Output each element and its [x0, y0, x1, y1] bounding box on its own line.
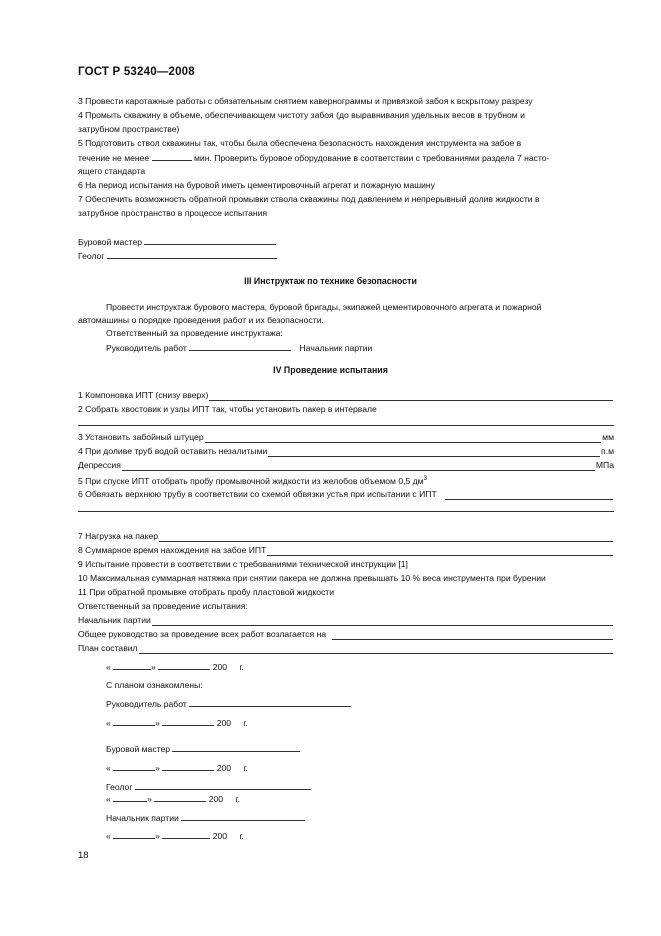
- drilling-master-blank[interactable]: [144, 236, 276, 245]
- party-chief-label: Начальник партии: [299, 343, 373, 353]
- item-6-label: 6 Обвязать верхнюю трубу в соответствии со схемой обвязки устья при испытании с ИПТ: [78, 489, 437, 499]
- work-leader-signoff-blank[interactable]: [189, 698, 351, 707]
- general-management-blank[interactable]: [332, 631, 613, 640]
- party-chief-signoff: [106, 812, 305, 824]
- plan-author: [78, 643, 614, 654]
- quote-close: »: [155, 763, 160, 773]
- date-month-blank-5[interactable]: [162, 830, 210, 839]
- geologist-label: Геолог: [78, 251, 105, 261]
- date-year: 200: [216, 718, 232, 728]
- drilling-master-signoff-label: Буровой мастер: [106, 744, 171, 754]
- quote-close: »: [151, 662, 156, 672]
- item-5-label: 5 При спуске ИПТ отобрать пробу промывочной жидкости из желобов объемом 0,5 дм: [78, 475, 424, 486]
- item-5-text-a: течение не менее: [78, 153, 150, 163]
- quote-open: «: [106, 794, 111, 804]
- item-4-blank[interactable]: [268, 448, 600, 457]
- item-1-layout: [78, 390, 614, 401]
- section-3-signatures: [106, 342, 372, 354]
- depression-label: Депрессия: [78, 460, 121, 470]
- date-month-blank-4[interactable]: [154, 793, 206, 802]
- depression-blank[interactable]: [122, 462, 595, 471]
- geologist-blank[interactable]: [107, 250, 277, 259]
- date-suffix: г.: [235, 794, 240, 804]
- item-6-blank-line[interactable]: [78, 511, 614, 512]
- party-chief-signoff-label: Начальник партии: [106, 813, 179, 823]
- item-8-blank[interactable]: [267, 547, 613, 556]
- item-5-text-b: мин. Проверить буровое оборудование в соответствии с требованиями раздела 7 насто-: [194, 153, 550, 163]
- item-6-tie: [78, 489, 614, 500]
- item-1-label: 1 Компоновка ИПТ (снизу вверх): [78, 390, 209, 400]
- date-line-5: [106, 830, 244, 842]
- quote-close: »: [155, 718, 160, 728]
- item-10-tension: 10 Максимальная суммарная натяжка при снятии пакера не должна превышать 10 % веса инструмента при бурении: [78, 573, 546, 583]
- general-management: [78, 629, 614, 640]
- date-year: 200: [212, 662, 228, 672]
- item-8-time: [78, 545, 614, 556]
- geologist-signoff: [106, 781, 311, 793]
- item-4-flush-cont: затрубном пространстве): [78, 124, 180, 134]
- date-day-blank-2[interactable]: [113, 717, 155, 726]
- item-7-label: 7 Нагрузка на пакер: [78, 531, 159, 541]
- item-5-superscript: 3: [423, 476, 427, 482]
- section-3-para: Провести инструктаж бурового мастера, буровой бригады, экипажей цементировочного агрегата и пожарной: [106, 302, 542, 312]
- work-leader-signoff: [106, 698, 351, 710]
- item-2-blank[interactable]: [78, 425, 614, 426]
- test-party-chief: [78, 615, 614, 626]
- item-4-unfilled: [78, 446, 614, 457]
- date-month-blank-1[interactable]: [158, 661, 210, 670]
- date-day-blank-5[interactable]: [113, 830, 155, 839]
- plan-author-label: План составил: [78, 643, 138, 653]
- date-day-blank-1[interactable]: [113, 661, 151, 670]
- date-line-3: [106, 762, 248, 774]
- item-3-choke: [78, 432, 614, 443]
- section-3-para-cont: автомашины о порядке проведения работ и их безопасности.: [78, 315, 324, 325]
- item-7-blank[interactable]: [159, 533, 613, 542]
- date-month-blank-2[interactable]: [162, 717, 214, 726]
- test-party-chief-label: Начальник партии: [78, 615, 151, 625]
- item-11-sample: 11 При обратной промывке отобрать пробу пластовой жидкости: [78, 587, 335, 597]
- geologist-signature: [78, 250, 277, 262]
- item-5-prepare: 5 Подготовить ствол скважины так, чтобы была обеспечена безопасность нахождения инструмента на забое в: [78, 138, 522, 148]
- date-day-blank-3[interactable]: [113, 762, 155, 771]
- date-line-2: [106, 717, 248, 729]
- quote-close: »: [147, 794, 152, 804]
- item-8-label: 8 Суммарное время нахождения на забое ИПТ: [78, 545, 267, 555]
- quote-open: «: [106, 662, 111, 672]
- item-5-sample: [78, 474, 427, 487]
- item-3-unit: мм: [602, 432, 614, 442]
- item-7-load: [78, 531, 614, 542]
- item-2-assembly: 2 Собрать хвостовик и узлы ИПТ так, чтобы установить пакер в интервале: [78, 404, 377, 414]
- date-year: 200: [212, 831, 228, 841]
- date-suffix: г.: [243, 763, 248, 773]
- geologist-signoff-blank[interactable]: [135, 781, 311, 790]
- page-number: 18: [78, 850, 89, 861]
- item-6-equipment: 6 На период испытания на буровой иметь цементировочный агрегат и пожарную машину: [78, 180, 435, 190]
- general-management-label: Общее руководство за проведение всех работ возлагается на: [78, 629, 327, 639]
- quote-open: «: [106, 718, 111, 728]
- depression: [78, 460, 614, 471]
- quote-close: »: [155, 831, 160, 841]
- item-7-backflush-cont: затрубное пространство в процессе испытания: [78, 208, 268, 218]
- date-suffix: г.: [239, 662, 244, 672]
- item-4-label: 4 При доливе труб водой оставить незалитыми: [78, 446, 268, 456]
- item-7-backflush: 7 Обеспечить возможность обратной промывки ствола скважины под давлением и непрерывный долив жидкости в: [78, 194, 540, 204]
- drilling-master-label: Буровой мастер: [78, 237, 143, 247]
- section-3-title: III Инструктаж по технике безопасности: [244, 276, 417, 286]
- depression-unit: МПа: [595, 460, 614, 470]
- test-party-chief-blank[interactable]: [152, 617, 613, 626]
- item-4-unit: п.м: [601, 446, 614, 456]
- date-month-blank-3[interactable]: [162, 762, 214, 771]
- party-chief-signoff-blank[interactable]: [181, 812, 305, 821]
- date-suffix: г.: [239, 831, 244, 841]
- plan-author-blank[interactable]: [139, 645, 613, 654]
- acquainted-label: С планом ознакомлены:: [106, 680, 203, 690]
- drilling-master-signoff-blank[interactable]: [172, 743, 300, 752]
- item-3-blank[interactable]: [205, 434, 602, 443]
- date-suffix: г.: [243, 718, 248, 728]
- date-year: 200: [208, 794, 224, 804]
- drilling-master-signature: [78, 236, 276, 248]
- minutes-blank[interactable]: [152, 152, 192, 161]
- date-year: 200: [216, 763, 232, 773]
- work-leader-blank[interactable]: [189, 342, 291, 351]
- work-leader-label: Руководитель работ: [106, 343, 187, 353]
- date-line-4: [106, 793, 240, 805]
- drilling-master-signoff: [106, 743, 300, 755]
- quote-open: «: [106, 763, 111, 773]
- work-leader-signoff-label: Руководитель работ: [106, 699, 187, 709]
- item-3-logging: 3 Провести каротажные работы с обязательным снятием кавернограммы и привязкой забоя к вскрытому разрезу: [78, 96, 533, 106]
- item-5-prepare-end: ящего стандарта: [78, 166, 146, 176]
- date-line-1: [106, 661, 244, 673]
- test-responsible: Ответственный за проведение испытания:: [78, 601, 248, 611]
- section-3-responsible: Ответственный за проведение инструктажа:: [106, 328, 283, 338]
- section-4-title: IV Проведение испытания: [273, 365, 388, 375]
- geologist-signoff-label: Геолог: [106, 782, 133, 792]
- item-3-label: 3 Установить забойный штуцер: [78, 432, 204, 442]
- quote-open: «: [106, 831, 111, 841]
- item-4-flush: 4 Промыть скважину в объеме, обеспечивающем чистоту забоя (до выравнивания удельных весов в трубном и: [78, 110, 525, 120]
- date-day-blank-4[interactable]: [113, 793, 147, 802]
- item-1-blank[interactable]: [209, 392, 613, 401]
- item-9-test: 9 Испытание провести в соответствии с требованиями технической инструкции [1]: [78, 559, 408, 569]
- standard-header: ГОСТ Р 53240—2008: [78, 66, 195, 78]
- item-6-blank[interactable]: [445, 491, 613, 500]
- item-5-prepare-cont: [78, 152, 549, 164]
